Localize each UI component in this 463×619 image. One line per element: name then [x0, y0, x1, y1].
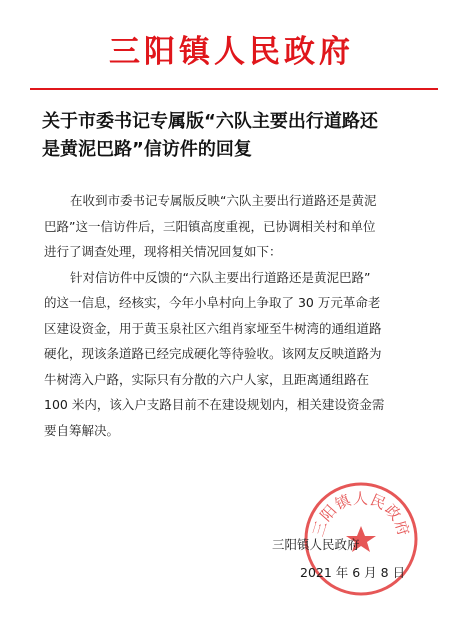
paragraph-line: 硬化，现该条道路已经完成硬化等待验收。该网友反映道路为 [44, 346, 382, 361]
title-line-1: 关于市委书记专属版“六队主要出行道路还 [42, 111, 378, 132]
paragraph-line: 进行了调查处理，现将相关情况回复如下： [44, 244, 282, 259]
paragraph-line: 区建设资金，用于黄玉泉社区六组肖家垭至牛树湾的通组道路 [44, 320, 382, 336]
title-line-2: 是黄泥巴路”信访件的回复 [42, 139, 252, 160]
signature-org: 三阳镇人民政府 [272, 537, 360, 552]
paragraph-line: 牛树湾入户路，实际只有分散的六户人家，且距离通组路在 [44, 371, 370, 387]
issuer-header: 三阳镇人民政府 [109, 34, 354, 70]
seal-text: 三阳镇人民政府 [308, 489, 414, 539]
paragraph-line: 在收到市委书记专属版反映“六队主要出行道路还是黄泥 [70, 193, 377, 208]
document-title [42, 108, 428, 164]
document-body [44, 188, 440, 443]
paragraph-line: 巴路”这一信访件后，三阳镇高度重视，已协调相关村和单位 [44, 218, 376, 234]
paragraph-1 [44, 188, 440, 265]
paragraph-2 [44, 265, 440, 444]
signature-date: 2021 年 6 月 8 日 [300, 565, 406, 580]
paragraph-line: 的这一信息，经核实，今年小阜村向上争取了 30 万元革命老 [44, 295, 381, 310]
paragraph-line: 针对信访件中反馈的“六队主要出行道路还是黄泥巴路” [70, 269, 371, 285]
paragraph-line: 要自筹解决。 [44, 422, 120, 438]
header-divider [30, 88, 438, 90]
paragraph-line: 100 米内，该入户支路目前不在建设规划内，相关建设资金需 [44, 397, 385, 412]
